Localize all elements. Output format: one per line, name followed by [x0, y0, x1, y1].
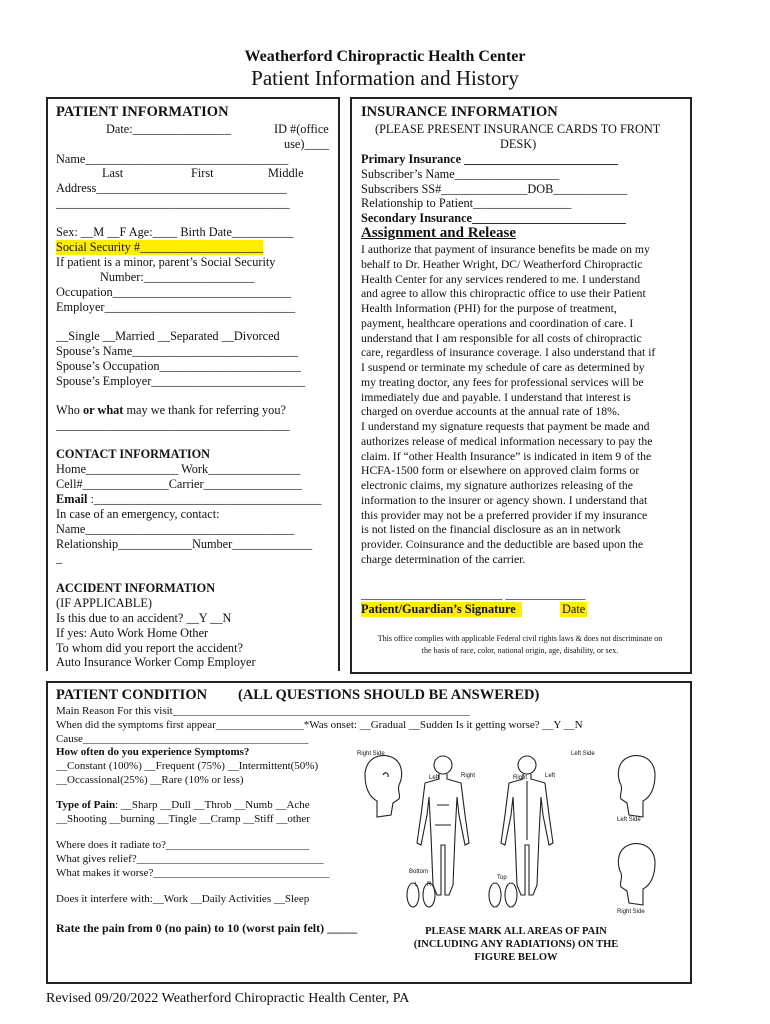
assignment-line: payment, healthcare operations and coordination of care. I [361, 316, 634, 330]
radiate-field[interactable]: Where does it radiate to?__________________________ [56, 839, 309, 851]
head-left-profile-figure [618, 756, 655, 817]
emergency-name-field[interactable]: Name__________________________________ [56, 522, 295, 536]
accident-if-yes[interactable]: If yes: Auto Work Home Other [56, 626, 209, 640]
name-first-label: First [191, 166, 214, 180]
label-front-right: Right [461, 773, 476, 779]
assignment-line: charged on overdue accounts at the annual rate of 18%. [361, 405, 620, 419]
main-reason-field[interactable]: Main Reason For this visit______________________________________________________ [56, 705, 470, 717]
accident-reported: To whom did you report the accident? [56, 641, 243, 655]
relief-field[interactable]: What gives relief?__________________________________ [56, 853, 324, 865]
how-often-label: How often do you experience Symptoms? [56, 746, 250, 758]
spouse-name-field[interactable]: Spouse’s Name___________________________ [56, 344, 299, 358]
assignment-line: information to the insurer or agency shown. I understand that [361, 493, 648, 507]
assignment-line: authorizes release of medical information necessary to pay the [361, 434, 653, 448]
label-top: Top [497, 875, 507, 881]
home-work-phone[interactable]: Home_______________ Work_______________ [56, 462, 301, 476]
signature-label: Patient/Guardian’s Signature [361, 602, 522, 617]
accident-heading: ACCIDENT INFORMATION [56, 581, 216, 595]
contact-heading: CONTACT INFORMATION [56, 447, 211, 461]
assignment-line: charge determination of the carrier. [361, 552, 526, 566]
spouse-employer-field[interactable]: Spouse’s Employer_________________________ [56, 374, 306, 388]
clinic-name: Weatherford Chiropractic Health Center [244, 48, 526, 65]
signature-line[interactable]: _______________________ _____________ [361, 587, 586, 601]
civil-rights-notice-2: the basis of race, color, national origin, age, disability, or sex. [421, 646, 619, 655]
assignment-line: is not listed on the financial disclosure as an in network [361, 523, 621, 537]
employer-field[interactable]: Employer_______________________________ [56, 300, 296, 314]
email-field[interactable]: Email :_____________________________________ [56, 492, 322, 506]
referral-field[interactable]: ______________________________________ [56, 418, 290, 432]
feet-top-figure [489, 883, 517, 907]
spouse-occupation-field[interactable]: Spouse’s Occupation_______________________ [56, 359, 301, 373]
cell-carrier[interactable]: Cell#______________Carrier________________ [56, 477, 302, 491]
assignment-line: claim. If “other Health Insurance” is indicated in item 9 of the [361, 449, 652, 463]
occupation-field[interactable]: Occupation_____________________________ [56, 285, 291, 299]
id-field[interactable]: use)____ [284, 137, 330, 151]
assignment-line: understand that I am responsible for all costs of chiropractic [361, 331, 642, 345]
mark-instructions-3: FIGURE BELOW [474, 952, 558, 963]
insurance-note: (PLEASE PRESENT INSURANCE CARDS TO FRONT [375, 122, 661, 136]
form-title: Patient Information and History [251, 66, 519, 90]
assignment-line: provider. Coinsurance and the deductible are based upon the [361, 538, 644, 551]
assignment-line: behalf to Dr. Heather Wright, DC/ Weatherford Chiropractic [361, 257, 643, 271]
insurance-heading: INSURANCE INFORMATION [361, 104, 558, 120]
interfere-options[interactable]: Does it interfere with:__Work __Daily Activities __Sleep [56, 893, 310, 905]
accident-applicable: (IF APPLICABLE) [56, 596, 152, 610]
subscriber-ss-dob-field[interactable]: Subscribers SS#______________DOB____________ [361, 182, 628, 196]
insurance-note-2: DESK) [500, 137, 537, 151]
assignment-line: my treating doctor, any fees for professional services will be [361, 375, 644, 389]
label-right-side: Right Side [357, 751, 385, 757]
primary-insurance-field[interactable]: Primary Insurance _________________________ [361, 152, 618, 166]
assignment-line: immediately due and payable. I understand that interest is [361, 390, 631, 404]
emergency-label: In case of an emergency, contact: [56, 507, 220, 521]
assignment-line: this provider may not be a preferred provider if my insurance [361, 508, 648, 522]
mark-instructions-2: (INCLUDING ANY RADIATIONS) ON THE [413, 939, 619, 950]
signature-date-label: Date [562, 602, 586, 616]
assignment-line: Health Information (PHI) for the purpose of treatment, [361, 302, 617, 315]
label-back-left: Right [513, 775, 528, 781]
label-right-side-2: Right Side [617, 909, 645, 915]
head-right-profile-figure [365, 756, 402, 817]
label-front-left: Left [429, 775, 440, 781]
minor-ssn-label: If patient is a minor, parent’s Social Security [56, 255, 276, 269]
assignment-line: I understand my signature requests that payment be made and [361, 420, 650, 433]
label-left-side: Left Side [571, 751, 595, 757]
name-middle-label: Middle [268, 166, 304, 180]
accident-due[interactable]: Is this due to an accident? __Y __N [56, 611, 232, 625]
marital-status[interactable]: __Single __Married __Separated __Divorced [56, 329, 280, 343]
revision-footer: Revised 09/20/2022 Weatherford Chiropractic Health Center, PA [46, 991, 410, 1006]
sex-age-birthdate[interactable]: Sex: __M __F Age:____ Birth Date__________ [56, 225, 294, 239]
pain-type-options-2[interactable]: __Shooting __burning __Tingle __Cramp __Stiff __other [56, 813, 310, 825]
subscriber-name-field[interactable]: Subscriber’s Name_________________ [361, 167, 560, 181]
name-last-label: Last [102, 166, 124, 180]
condition-heading-note: (ALL QUESTIONS SHOULD BE ANSWERED) [238, 687, 540, 703]
assignment-line: Health Center for any services rendered to me. I understand [361, 272, 641, 286]
secondary-insurance-field[interactable]: Secondary Insurance_________________________ [361, 211, 626, 225]
relationship-number-field[interactable]: Relationship____________Number_____________ [56, 537, 313, 551]
mark-instructions: PLEASE MARK ALL AREAS OF PAIN [425, 926, 607, 937]
worse-field[interactable]: What makes it worse?________________________________ [56, 867, 330, 879]
accident-types[interactable]: Auto Insurance Worker Comp Employer [56, 655, 256, 669]
referral-question: Who or what may we thank for referring you? [56, 403, 286, 417]
pain-rating-field[interactable]: Rate the pain from 0 (no pain) to 10 (worst pain felt) _____ [56, 921, 358, 935]
assignment-line: and agree to allow this chiropractic office to use their Patient [361, 287, 646, 301]
ssn-field[interactable]: Social Security #____________________ [56, 240, 263, 254]
name-field[interactable]: Name_________________________________ [56, 152, 289, 166]
label-left-side-2: Left Side [617, 817, 641, 823]
assignment-line: I suspend or terminate my schedule of care as determined by [361, 361, 645, 374]
id-label: ID #(office [274, 122, 329, 136]
label-l: L [415, 882, 419, 888]
assignment-line: I authorize that payment of insurance benefits be made on my [361, 243, 650, 256]
symptoms-onset-field[interactable]: When did the symptoms first appear________________*Was onset: __Gradual __Sudden Is it getting worse? __Y __N [56, 719, 583, 731]
civil-rights-notice: This office complies with applicable Federal civil rights laws & does not discriminate on [377, 634, 663, 643]
pain-type-options[interactable]: Type of Pain: __Sharp __Dull __Throb __Numb __Ache [56, 799, 310, 811]
frequency-options[interactable]: __Constant (100%) __Frequent (75%) __Intermittent(50%) [56, 760, 319, 772]
cause-field[interactable]: Cause_________________________________________ [56, 733, 309, 745]
minor-ssn-field[interactable]: Number:__________________ [100, 270, 255, 284]
label-bottom: Bottom [409, 869, 429, 875]
label-back-right: Left [545, 773, 556, 779]
condition-heading: PATIENT CONDITION [56, 687, 208, 703]
label-r: R [427, 882, 432, 888]
assignment-line: electronic claims, my signature authorizes releasing of the [361, 479, 633, 492]
patient-info-heading: PATIENT INFORMATION [56, 104, 229, 120]
address-line-2[interactable]: ______________________________________ [56, 196, 290, 210]
frequency-options-2[interactable]: __Occassional(25%) __Rare (10% or less) [56, 774, 244, 786]
address-field[interactable]: Address_______________________________ [56, 181, 287, 195]
assignment-heading: Assignment and Release [361, 225, 517, 241]
assignment-line: care, regardless of insurance coverage. I also understand that if [361, 346, 656, 360]
date-field[interactable]: Date:________________ [106, 122, 232, 136]
head-right-side-figure [618, 844, 655, 905]
body-pain-diagram[interactable] [355, 745, 665, 925]
assignment-line: HCFA-1500 form or elsewhere on approved claim forms or [361, 464, 640, 478]
relationship-to-patient-field[interactable]: Relationship to Patient________________ [361, 196, 572, 210]
contact-dash: _ [56, 551, 63, 565]
